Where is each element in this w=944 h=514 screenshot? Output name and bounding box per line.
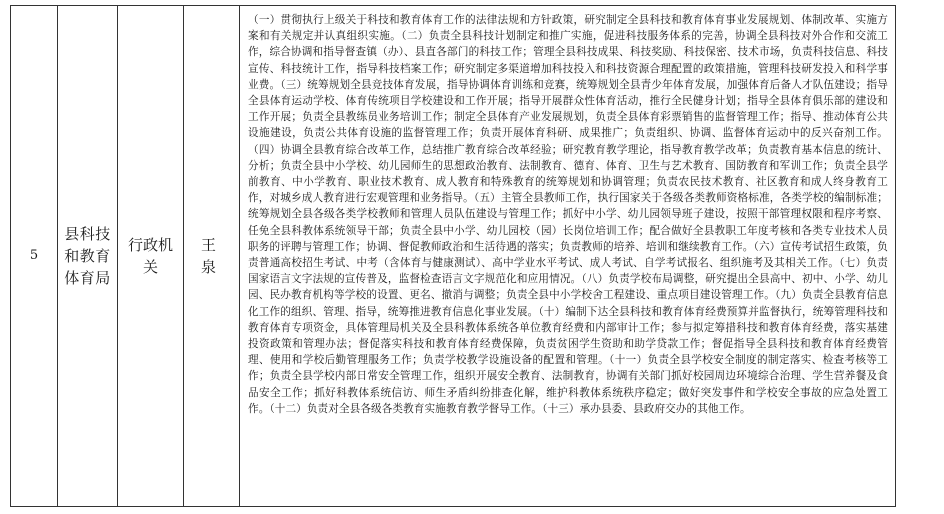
department-name: 县科技和教育体育局 bbox=[58, 6, 118, 506]
row-number: 5 bbox=[11, 6, 58, 506]
duties-text: （一）贯彻执行上级关于科技和教育体育工作的法律法规和方针政策，研究制定全县科技和教育体育事业发展规划、体制改革、实施方案和有关规定并认真组织实施。（二）负责全县科技计划制定和推广实施，促进科技服务体系的完善，协调全县科技对外合作和交流工作，综合协调和指导督查镇（办）、县直各部门的科技工作；管理全县科技成果、科技奖励、科技保密、技术市场，负责科技信息、科技宣传、科技统计工作，指导科技档案工作；研究制定多渠道增加科技投入和科技资源合理配置的政策措施，管理科技研发投入和科学事业费。（三）统筹规划全县竞技体育发展，指导协调体育训练和竞赛，统筹规划全县青少年体育发展，加强体育后备人才队伍建设；指导全县体育运动学校、体育传统项目学校建设和工作开展；指导开展群众性体育活动，推行全民健身计划；指导全县体育俱乐部的建设和工作开展；负责全县教练员业务培训工作；制定全县体育产业发展规划，负责全县体育彩票销售的监督管理工作；指导、推动体育公共设施建设，负责公共体育设施的监督管理工作；负责开展体育科研、成果推广；负责组织、协调、监督体育运动中的反兴奋剂工作。（四）协调全县教育综合改革工作，总结推广教育综合改革经验；研究教育教学理论，指导教育教学改革；负责教育基本信息的统计、分析；负责全县中小学校、幼儿园师生的思想政治教育、法制教育、德育、体育、卫生与艺术教育、国防教育和军训工作；负责全县学前教育、中小学教育、职业技术教育、成人教育和特殊教育的统筹规划和协调管理；负责农民技术教育、社区教育和成人终身教育工作，对城乡成人教育进行宏观管理和业务指导。（五）主管全县教师工作，执行国家关于各级各类教师资格标准，各类学校的编制标准；统筹规划全县各级各类学校教师和管理人员队伍建设与管理工作；抓好中小学、幼儿园领导班子建设，按照干部管理权限和程序考察、任免全县科教体系统领导干部；负责全县中小学、幼儿园校（园）长岗位培训工作；配合做好全县教职工年度考核和各类专业技术人员职务的评聘与管理工作；协调、督促教师政治和生活待遇的落实；负责教师的培养、培训和继续教育工作。（六）宣传考试招生政策，负责普通高校招生考试、中考（含体育与健康测试）、高中学业水平考试、成人考试、自学考试报名、组织施考及其相关工作。（七）负责国家语言文字法规的宣传普及，监督检查语言文字规范化和应用情况。（八）负责学校布局调整，研究提出全县高中、初中、小学、幼儿园、民办教育机构等学校的设置、更名、撤消与调整；负责全县中小学校舍工程建设、重点项目建设管理工作。（九）负责全县教育信息化工作的组织、管理、指导，统筹推进教育信息化事业发展。（十）编制下达全县科技和教育体育经费预算并监督执行，统筹管理科技和教育体育专项资金，具体管理局机关及全县科教体系统各单位教育经费和内部审计工作；参与拟定筹措科技和教育体育经费，落实基建投资政策和管理办法；督促落实科技和教育体育经费保障，负责贫困学生资助和助学贷款工作；督促指导全县科技和教育体育经费管理、使用和学校后勤管理服务工作；负责学校教学设施设备的配置和管理。（十一）负责全县学校安全制度的制定落实、检查考核等工作；负责全县学校内部日常安全管理工作，组织开展安全教育、法制教育，协调有关部门抓好校园周边环境综合治理、学生营养餐及食品安全工作；抓好科教体系统信访、师生矛盾纠纷排查化解，维护科教体系统秩序稳定；做好突发事件和学校安全事故的应急处置工作。（十二）负责对全县各级各类教育实施教育教学督导工作。（十三）承办县委、县政府交办的其他工作。 bbox=[248, 14, 888, 415]
unit-type: 行政机关 bbox=[118, 6, 184, 506]
responsible-person: 王 泉 bbox=[184, 6, 240, 506]
duty-table bbox=[10, 5, 896, 507]
